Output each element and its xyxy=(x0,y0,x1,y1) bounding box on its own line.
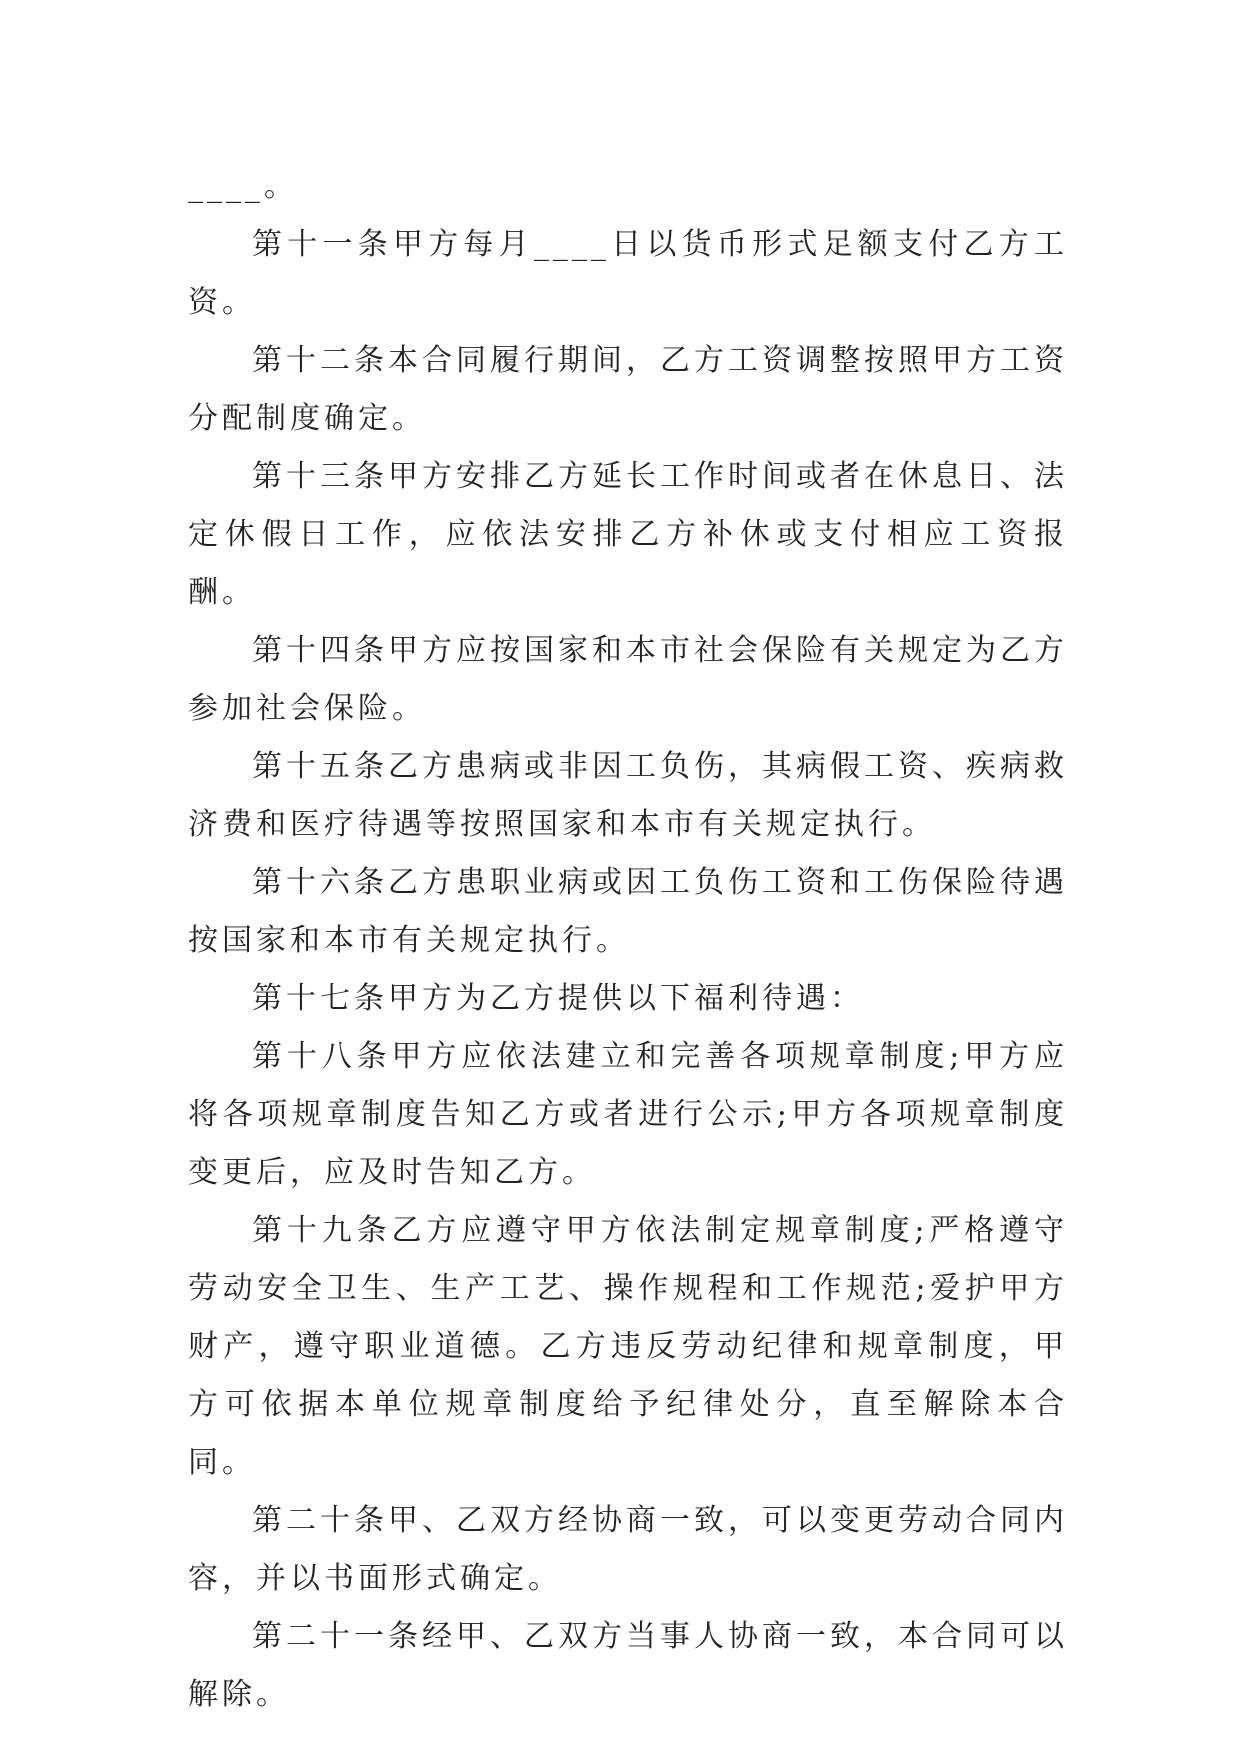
paragraph-article-21: 第二十一条经甲、乙双方当事人协商一致，本合同可以解除。 xyxy=(188,1619,1068,1712)
paragraph-blank-continuation: ____。 xyxy=(188,169,298,204)
paragraph-article-16: 第十六条乙方患职业病或因工负伤工资和工伤保险待遇按国家和本市有关规定执行。 xyxy=(188,865,1068,958)
document-body xyxy=(188,158,1068,1724)
paragraph-article-17: 第十七条甲方为乙方提供以下福利待遇： xyxy=(252,981,864,1016)
paragraph-article-15: 第十五条乙方患病或非因工负伤，其病假工资、疾病救济费和医疗待遇等按照国家和本市有关规定执行。 xyxy=(188,749,1068,842)
paragraph-article-13: 第十三条甲方安排乙方延长工作时间或者在休息日、法定休假日工作，应依法安排乙方补休或支付相应工资报酬。 xyxy=(188,459,1068,610)
paragraph-article-11: 第十一条甲方每月____日以货币形式足额支付乙方工资。 xyxy=(188,227,1068,320)
paragraph-article-14: 第十四条甲方应按国家和本市社会保险有关规定为乙方参加社会保险。 xyxy=(188,633,1068,726)
paragraph-article-18: 第十八条甲方应依法建立和完善各项规章制度;甲方应将各项规章制度告知乙方或者进行公示;甲方各项规章制度变更后，应及时告知乙方。 xyxy=(188,1039,1068,1190)
paragraph-article-20: 第二十条甲、乙双方经协商一致，可以变更劳动合同内容，并以书面形式确定。 xyxy=(188,1503,1068,1596)
paragraph-article-19: 第十九条乙方应遵守甲方依法制定规章制度;严格遵守劳动安全卫生、生产工艺、操作规程和工作规范;爱护甲方财产，遵守职业道德。乙方违反劳动纪律和规章制度，甲方可依据本单位规章制度给予纪律处分，直至解除本合同。 xyxy=(188,1213,1068,1480)
paragraph-article-12: 第十二条本合同履行期间，乙方工资调整按照甲方工资分配制度确定。 xyxy=(188,343,1068,436)
